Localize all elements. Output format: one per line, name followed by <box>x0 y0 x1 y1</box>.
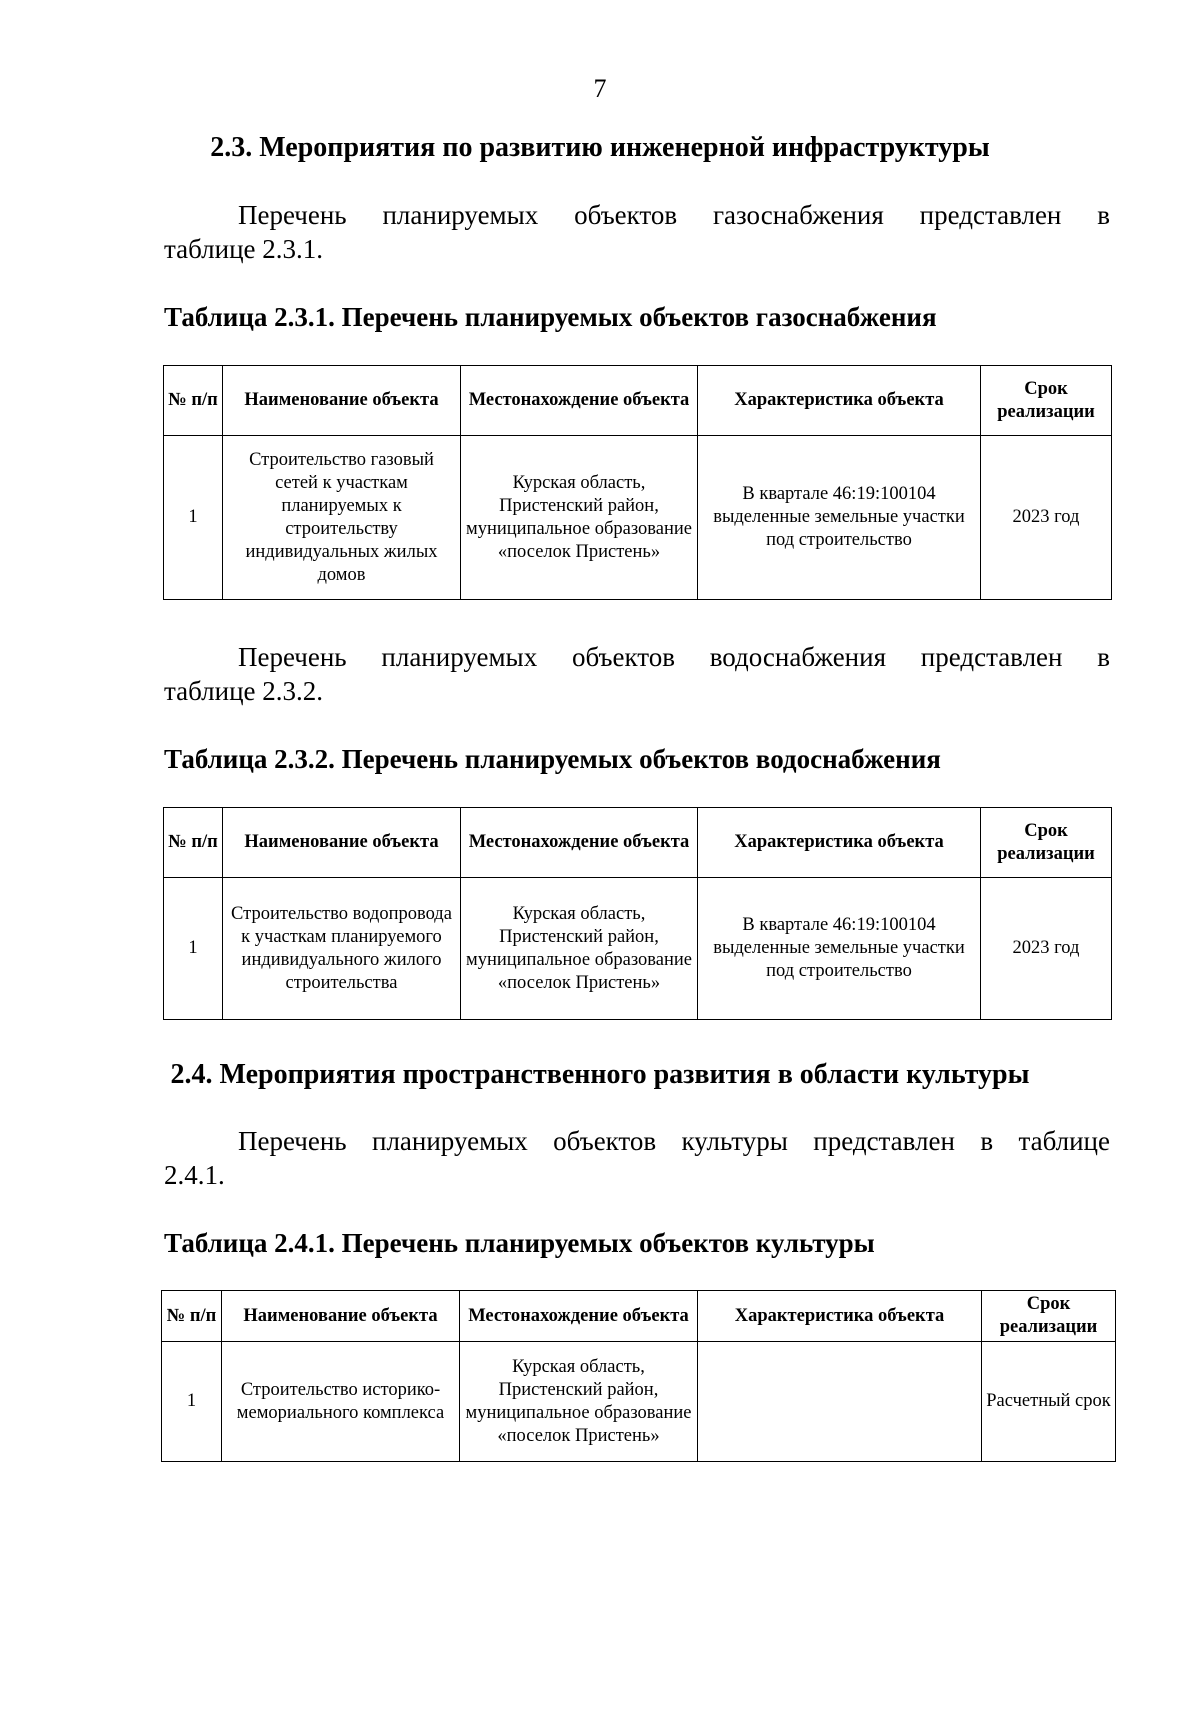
paragraph-gas <box>164 198 1110 266</box>
paragraph-culture-line1: Перечень планируемых объектов культуры представлен в таблице <box>238 1126 1110 1156</box>
header-characteristics: Характеристика объекта <box>698 1291 982 1342</box>
cell-deadline: Расчетный срок <box>982 1342 1116 1462</box>
cell-object-name: Строительство историко-мемориального комплекса <box>222 1342 460 1462</box>
header-number: № п/п <box>164 808 223 878</box>
table-header-row <box>162 1291 1116 1342</box>
table-2-3-1-caption: Таблица 2.3.1. Перечень планируемых объектов газоснабжения <box>164 302 937 332</box>
cell-location: Курская область, Пристенский район, муниципальное образование «поселок Пристень» <box>461 436 698 600</box>
paragraph-water-line2: таблице 2.3.2. <box>164 676 324 706</box>
header-characteristics: Характеристика объекта <box>698 808 981 878</box>
section-2-3-title: 2.3. Мероприятия по развитию инженерной инфраструктуры <box>210 132 990 163</box>
table-2-3-2-caption: Таблица 2.3.2. Перечень планируемых объектов водоснабжения <box>164 744 941 774</box>
cell-deadline: 2023 год <box>981 878 1112 1020</box>
cell-characteristics: В квартале 46:19:100104 выделенные земельные участки под строительство <box>698 878 981 1020</box>
paragraph-culture-line2: 2.4.1. <box>164 1160 225 1190</box>
paragraph-water <box>164 640 1110 708</box>
cell-characteristics: В квартале 46:19:100104 выделенные земельные участки под строительство <box>698 436 981 600</box>
paragraph-gas-line2: таблице 2.3.1. <box>164 234 324 264</box>
table-header-row <box>164 366 1112 436</box>
table-row <box>164 878 1112 1020</box>
header-location: Местонахождение объекта <box>461 808 698 878</box>
cell-location: Курская область, Пристенский район, муниципальное образование «поселок Пристень» <box>460 1342 698 1462</box>
cell-number: 1 <box>164 436 223 600</box>
table-2-4-1-caption: Таблица 2.4.1. Перечень планируемых объектов культуры <box>164 1228 875 1258</box>
page-number: 7 <box>593 74 607 103</box>
header-object-name: Наименование объекта <box>223 808 461 878</box>
cell-deadline: 2023 год <box>981 436 1112 600</box>
header-characteristics: Характеристика объекта <box>698 366 981 436</box>
cell-location: Курская область, Пристенский район, муниципальное образование «поселок Пристень» <box>461 878 698 1020</box>
header-object-name: Наименование объекта <box>222 1291 460 1342</box>
header-deadline: Срок реализации <box>982 1291 1116 1342</box>
header-location: Местонахождение объекта <box>460 1291 698 1342</box>
header-location: Местонахождение объекта <box>461 366 698 436</box>
table-gas-supply <box>163 365 1112 600</box>
header-deadline: Срок реализации <box>981 808 1112 878</box>
header-number: № п/п <box>164 366 223 436</box>
header-number: № п/п <box>162 1291 222 1342</box>
table-header-row <box>164 808 1112 878</box>
cell-object-name: Строительство газовый сетей к участкам планируемых к строительству индивидуальных жилых домов <box>223 436 461 600</box>
section-2-4-title: 2.4. Мероприятия пространственного развития в области культуры <box>170 1059 1030 1090</box>
paragraph-gas-line1: Перечень планируемых объектов газоснабжения представлен в <box>238 200 1110 230</box>
header-object-name: Наименование объекта <box>223 366 461 436</box>
table-row <box>162 1342 1116 1462</box>
cell-object-name: Строительство водопровода к участкам планируемого индивидуального жилого строительства <box>223 878 461 1020</box>
cell-number: 1 <box>164 878 223 1020</box>
paragraph-water-line1: Перечень планируемых объектов водоснабжения представлен в <box>238 642 1110 672</box>
cell-characteristics <box>698 1342 982 1462</box>
table-row <box>164 436 1112 600</box>
header-deadline: Срок реализации <box>981 366 1112 436</box>
paragraph-culture <box>164 1124 1110 1192</box>
table-culture <box>161 1290 1116 1462</box>
cell-number: 1 <box>162 1342 222 1462</box>
table-water-supply <box>163 807 1112 1020</box>
